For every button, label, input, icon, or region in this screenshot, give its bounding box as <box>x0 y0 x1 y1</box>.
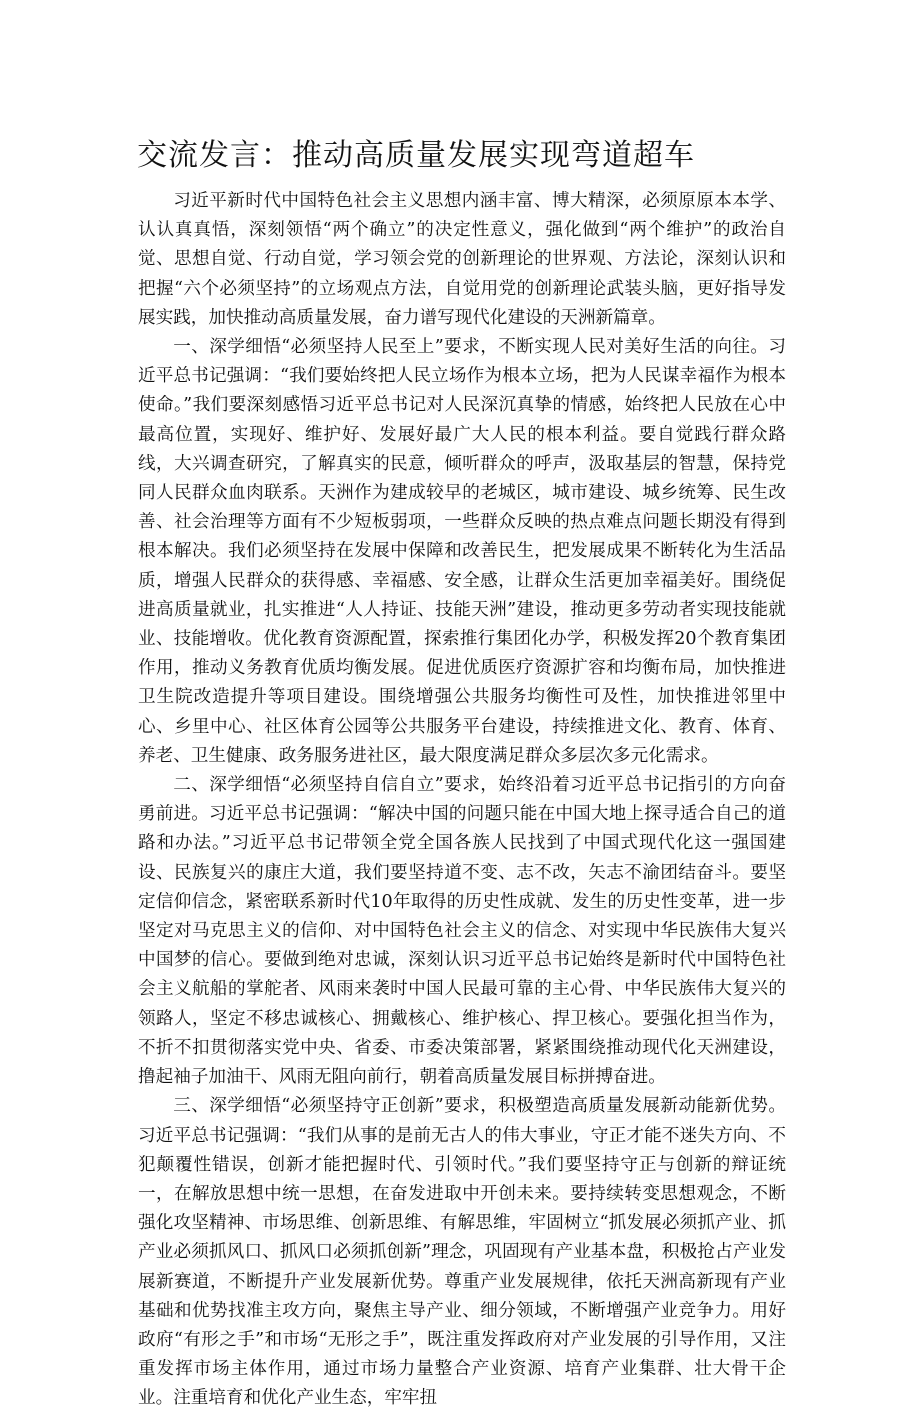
paragraph-section-2: 二、深学细悟“必须坚持自信自立”要求，始终沿着习近平总书记指引的方向奋勇前进。习近平总书记强调：“解决中国的问题只能在中国大地上探寻适合自己的道路和办法。”习近平总书记带领全党全国各族人民找到了中国式现代化这一强国建设、民族复兴的康庄大道，我们要坚持道不变、志不改，矢志不渝团结奋斗。要坚定信仰信念，紧密联系新时代10年取得的历史性成就、发生的历史性变革，进一步坚定对马克思主义的信仰、对中国特色社会主义的信念、对实现中华民族伟大复兴中国梦的信心。要做到绝对忠诚，深刻认识习近平总书记始终是新时代中国特色社会主义航船的掌舵者、风雨来袭时中国人民最可靠的主心骨、中华民族伟大复兴的领路人，坚定不移忠诚核心、拥戴核心、维护核心、捍卫核心。要强化担当作为，不折不扣贯彻落实党中央、省委、市委决策部署，紧紧围绕推动现代化天洲建设，撸起袖子加油干、风雨无阻向前行，朝着高质量发展目标拼搏奋进。 <box>138 775 786 1088</box>
paragraph-section-3: 三、深学细悟“必须坚持守正创新”要求，积极塑造高质量发展新动能新优势。习近平总书记强调：“我们从事的是前无古人的伟大事业，守正才能不迷失方向、不犯颠覆性错误，创新才能把握时代、引领时代。”我们要坚持守正与创新的辩证统一，在解放思想中统一思想，在奋发进取中开创未来。要持续转变思想观念，不断强化攻坚精神、市场思维、创新思维、有解思维，牢固树立“抓发展必须抓产业、抓产业必须抓风口、抓风口必须抓创新”理念，巩固现有产业基本盘，积极抢占产业发展新赛道，不断提升产业发展新优势。尊重产业发展规律，依托天洲高新现有产业基础和优势找准主攻方向，聚焦主导产业、细分领域，不断增强产业竞争力。用好政府“有形之手”和市场“无形之手”，既注重发挥政府对产业发展的引导作用，又注重发挥市场主体作用，通过市场力量整合产业资源、培育产业集群、壮大骨干企业。注重培育和优化产业生态，牢牢扭 <box>138 1096 786 1409</box>
paragraph-section-1: 一、深学细悟“必须坚持人民至上”要求，不断实现人民对美好生活的向往。习近平总书记强调：“我们要始终把人民立场作为根本立场，把为人民谋幸福作为根本使命。”我们要深刻感悟习近平总书记对人民深沉真挚的情感，始终把人民放在心中最高位置，实现好、维护好、发展好最广大人民的根本利益。要自觉践行群众路线，大兴调查研究，了解真实的民意，倾听群众的呼声，汲取基层的智慧，保持党同人民群众血肉联系。天洲作为建成较早的老城区，城市建设、城乡统筹、民生改善、社会治理等方面有不少短板弱项，一些群众反映的热点难点问题长期没有得到根本解决。我们必须坚持在发展中保障和改善民生，把发展成果不断转化为生活品质，增强人民群众的获得感、幸福感、安全感，让群众生活更加幸福美好。围绕促进高质量就业，扎实推进“人人持证、技能天洲”建设，推动更多劳动者实现技能就业、技能增收。优化教育资源配置，探索推行集团化办学，积极发挥20个教育集团作用，推动义务教育优质均衡发展。促进优质医疗资源扩容和均衡布局，加快推进卫生院改造提升等项目建设。围绕增强公共服务均衡性可及性，加快推进邻里中心、乡里中心、社区体育公园等公共服务平台建设，持续推进文化、教育、体育、养老、卫生健康、政务服务进社区，最大限度满足群众多层次多元化需求。 <box>138 337 786 766</box>
document-body <box>138 187 786 1414</box>
paragraph-intro: 习近平新时代中国特色社会主义思想内涵丰富、博大精深，必须原原本本学、认认真真悟，深刻领悟“两个确立”的决定性意义，强化做到“两个维护”的政治自觉、思想自觉、行动自觉，学习领会党的创新理论的世界观、方法论，深刻认识和把握“六个必须坚持”的立场观点方法，自觉用党的创新理论武装头脑，更好指导发展实践，加快推动高质量发展，奋力谱写现代化建设的天洲新篇章。 <box>138 191 786 328</box>
document-title: 交流发言：推动高质量发展实现弯道超车 <box>137 138 695 173</box>
